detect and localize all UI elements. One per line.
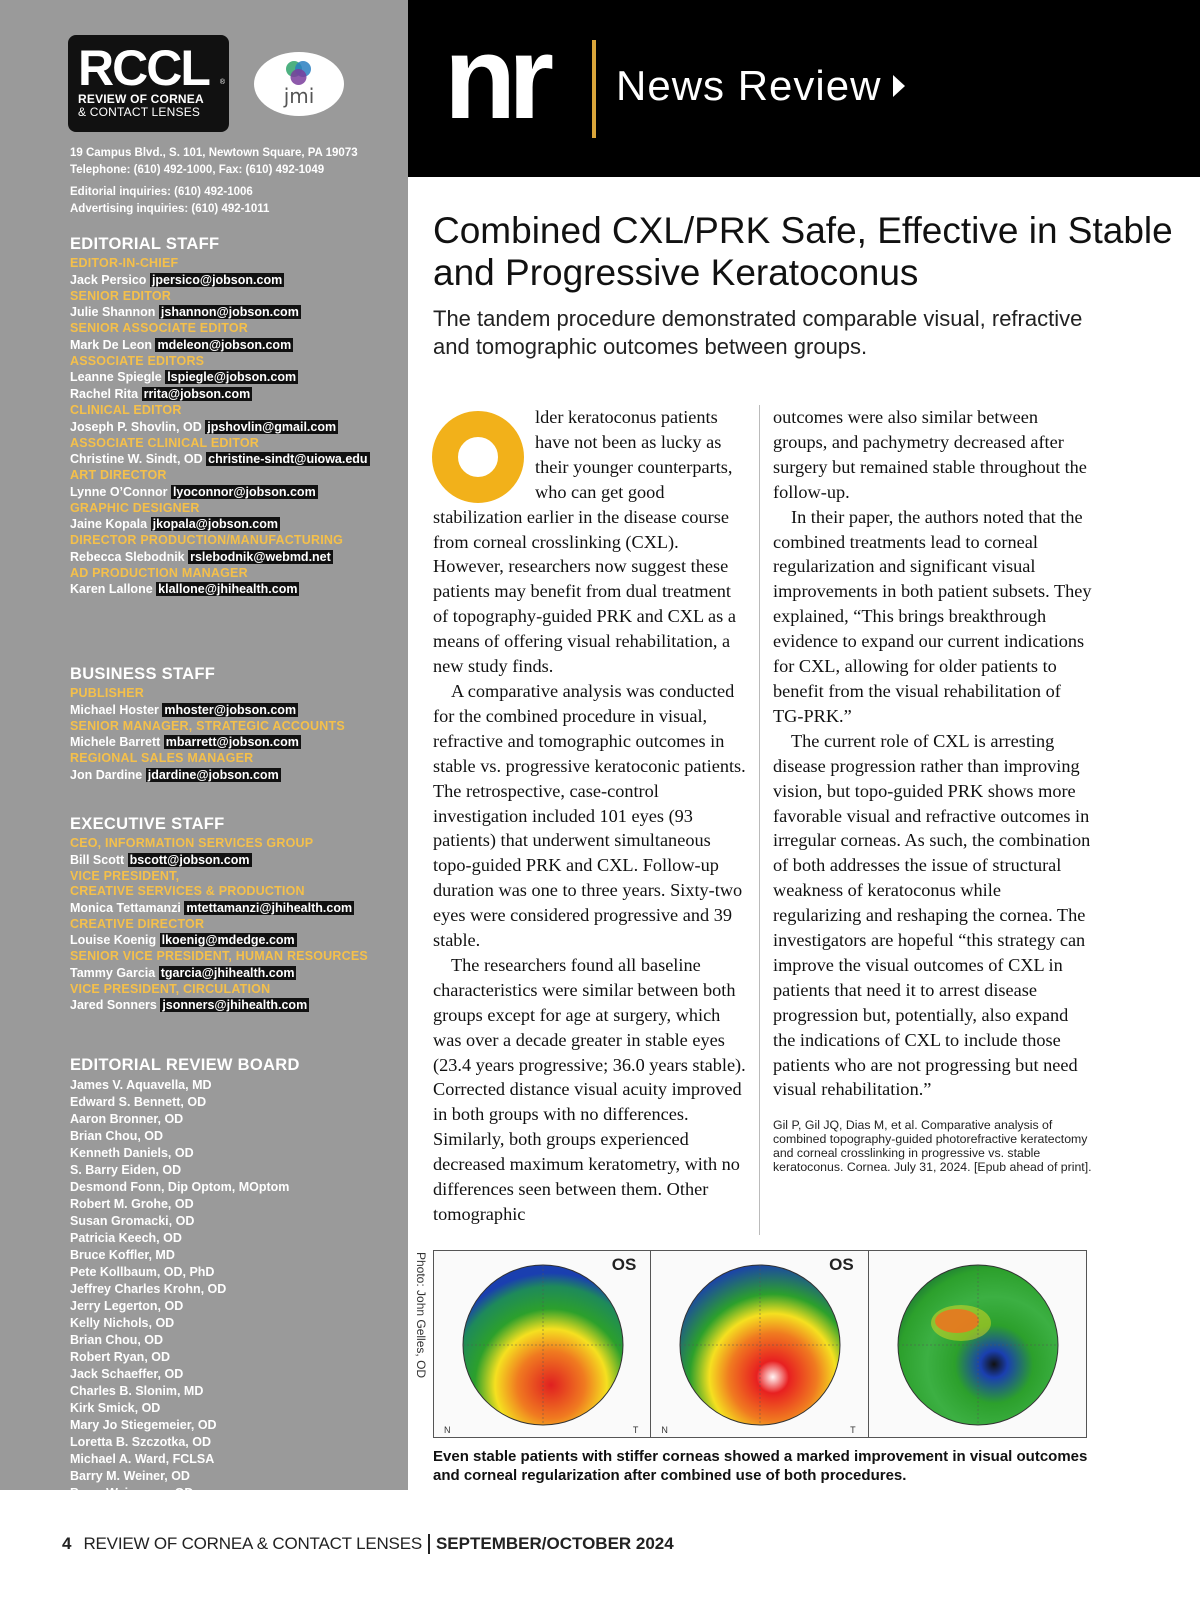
- staff-person: [70, 997, 400, 1014]
- staff-email: jpersico@jobson.com: [151, 272, 283, 287]
- logo-subtitle-2: & CONTACT LENSES: [78, 105, 201, 119]
- staff-name: Michael Hoster: [70, 702, 159, 717]
- staff-role: AD PRODUCTION MANAGER: [70, 565, 248, 580]
- staff-person: [70, 484, 400, 501]
- staff-email: mdeleon@jobson.com: [157, 337, 292, 352]
- editorial-review-board: [70, 1055, 400, 1502]
- column-rule: [759, 405, 760, 1235]
- staff-role: ASSOCIATE EDITORS: [70, 353, 205, 368]
- staff-name: Michele Barrett: [70, 735, 161, 749]
- board-member: S. Barry Eiden, OD: [70, 1163, 182, 1177]
- staff-email: klallone@jhihealth.com: [158, 582, 298, 596]
- board-member: Susan Gromacki, OD: [70, 1214, 195, 1228]
- board-member: Mary Jo Stiegemeier, OD: [70, 1418, 217, 1432]
- nasal-label: N: [444, 1425, 451, 1435]
- staff-name: Leanne Spiegle: [70, 370, 162, 384]
- article-deck: The tandem procedure demonstrated comparable visual, refractive and tomographic outcomes between groups.: [433, 306, 1083, 359]
- staff-name: Jack Persico: [70, 272, 147, 287]
- rccl-logo: [68, 35, 229, 132]
- issue-date: SEPTEMBER/OCTOBER 2024: [435, 1534, 674, 1553]
- staff-name: Louise Koenig: [70, 933, 157, 947]
- topography-map-3: [869, 1251, 1086, 1437]
- staff-name: Monica Tettamanzi: [70, 900, 181, 915]
- staff-role: ASSOCIATE CLINICAL EDITOR: [70, 435, 260, 450]
- address-line: 19 Campus Blvd., S. 101, Newtown Square, PA 19073: [70, 147, 358, 159]
- photo-credit: Photo: John Gelles, OD: [414, 1252, 428, 1379]
- board-member: Brian Chou, OD: [70, 1129, 164, 1143]
- staff-name: Christine W. Sindt, OD: [70, 452, 203, 466]
- board-heading: EDITORIAL REVIEW BOARD: [70, 1056, 300, 1074]
- registered-mark: ®: [219, 79, 225, 86]
- staff-role: SENIOR ASSOCIATE EDITOR: [70, 321, 249, 335]
- board-member: Jeffrey Charles Krohn, OD: [70, 1282, 227, 1296]
- staff-name: Jared Sonners: [70, 998, 157, 1012]
- staff-name: Jaine Kopala: [70, 517, 148, 531]
- board-member: Patricia Keech, OD: [70, 1231, 182, 1245]
- staff-name: Karen Lallone: [70, 582, 153, 596]
- board-member: Loretta B. Szczotka, OD: [70, 1435, 211, 1449]
- board-member: Pete Kollbaum, OD, PhD: [70, 1265, 215, 1279]
- advertising-inquiries: Advertising inquiries: (610) 492-1011: [70, 203, 270, 215]
- section-title: [616, 62, 905, 110]
- logo-wordmark: RCCL: [78, 40, 209, 96]
- executive-heading: EXECUTIVE STAFF: [70, 815, 225, 833]
- staff-person: [70, 549, 400, 566]
- staff-role: PUBLISHER: [70, 686, 145, 700]
- board-member: Kelly Nichols, OD: [70, 1316, 175, 1330]
- page-footer: [62, 1534, 674, 1554]
- board-member: Robert Ryan, OD: [70, 1350, 171, 1364]
- staff-email: jkopala@jobson.com: [152, 517, 279, 531]
- play-arrow-icon: [893, 75, 905, 97]
- section-header: [408, 0, 1200, 177]
- staff-person: [70, 451, 400, 468]
- staff-email: jshannon@jobson.com: [160, 305, 299, 319]
- temporal-label: T: [632, 1425, 639, 1435]
- paragraph: lder keratoconus patients have not been as lucky as their younger counterparts, who can get good stabilization earlier in the disease course from corneal crosslinking (CXL). However, researchers now suggest these patients may benefit from dual treatment of topography-guided PRK and CXL as a means of offering visual rehabilitation, a new study finds.: [433, 407, 736, 677]
- paragraph: A comparative analysis was conducted for the combined procedure in visual, refractive and tomographic outcomes in stable vs. progressive keratoconic patients. The retrospective, case-control investigation included 101 eyes (93 patients) that underwent simultaneous topo-guided PRK and CXL. Follow-up duration was one to three years. Sixty-two eyes were considered progressive and 39 stable.: [433, 680, 746, 951]
- staff-email: jsonners@jhihealth.com: [162, 998, 308, 1012]
- staff-email: tgarcia@jhihealth.com: [160, 965, 295, 980]
- staff-person: [70, 702, 400, 719]
- nr-logo: nr: [444, 12, 546, 144]
- figure-caption: Even stable patients with stiffer corneas showed a marked improvement in visual outcomes and corneal regularization after combined use of both procedures.: [433, 1448, 1088, 1484]
- staff-person: [70, 386, 400, 403]
- editorial-staff: [70, 234, 400, 598]
- topography-map-2: [651, 1251, 868, 1437]
- staff-person: [70, 369, 400, 386]
- article-headline: Combined CXL/PRK Safe, Effective in Stable and Progressive Keratoconus: [433, 210, 1173, 293]
- editorial-inquiries: Editorial inquiries: (610) 492-1006: [70, 186, 253, 198]
- staff-role: CLINICAL EDITOR: [70, 403, 182, 417]
- board-member: Edward S. Bennett, OD: [70, 1095, 207, 1109]
- phone-line: Telephone: (610) 492-1000, Fax: (610) 492-1049: [70, 164, 325, 176]
- staff-role: CREATIVE DIRECTOR: [70, 916, 205, 931]
- inquiries-block: [70, 184, 269, 218]
- staff-name: Lynne O’Connor: [70, 484, 168, 499]
- eye-label: OS: [611, 1255, 637, 1274]
- staff-role: GRAPHIC DESIGNER: [70, 500, 200, 515]
- board-member: Barry M. Weiner, OD: [70, 1469, 190, 1483]
- footer-separator: [428, 1534, 430, 1554]
- staff-email: mbarrett@jobson.com: [165, 735, 299, 749]
- staff-email: mhoster@jobson.com: [164, 702, 297, 717]
- topography-figure: [433, 1250, 1087, 1438]
- staff-person: [70, 304, 400, 321]
- masthead-sidebar: [0, 0, 408, 1500]
- eye-label: OS: [829, 1255, 854, 1274]
- staff-role: SENIOR EDITOR: [70, 288, 171, 303]
- staff-name: Rachel Rita: [70, 387, 139, 401]
- board-member: Michael A. Ward, FCLSA: [70, 1452, 215, 1466]
- board-member: Aaron Bronner, OD: [70, 1112, 184, 1126]
- staff-role: REGIONAL SALES MANAGER: [70, 751, 254, 765]
- topography-map-1: [434, 1251, 651, 1437]
- staff-role: DIRECTOR PRODUCTION/MANUFACTURING: [70, 533, 344, 547]
- board-member: Jerry Legerton, OD: [70, 1299, 184, 1313]
- staff-email: bscott@jobson.com: [129, 852, 250, 867]
- staff-person: [70, 337, 400, 354]
- staff-person: [70, 900, 400, 917]
- paragraph: The researchers found all baseline characteristics were similar between both groups except for age at surgery, which was over a decade greater in stable eyes (23.4 years progressive; 36.0 years stable). Corrected distance visual acuity improved in both groups with no differences. Similarly, both groups experienced decreased maximum keratometry, with no differences seen between them. Other tomographic: [433, 954, 746, 1224]
- paragraph: In their paper, the authors noted that the combined treatments lead to corneal regularization and significant visual improvements in both patient subsets. They explained, “This brings breakthrough evidence to expand our current indications for CXL, allowing for older patients to benefit from the visual rehabilitation of TG-PRK.”: [773, 506, 1092, 726]
- address-block: [70, 145, 358, 179]
- staff-person: [70, 272, 400, 289]
- staff-name: Rebecca Slebodnik: [70, 549, 185, 564]
- staff-email: rslebodnik@webmd.net: [190, 549, 331, 564]
- staff-role: ART DIRECTOR: [70, 468, 167, 482]
- staff-email: lspiegle@jobson.com: [167, 370, 297, 384]
- board-member: James V. Aquavella, MD: [70, 1078, 212, 1092]
- board-member: Bruce Koffler, MD: [70, 1248, 175, 1262]
- staff-email: christine-sindt@uiowa.edu: [208, 452, 368, 466]
- staff-name: Jon Dardine: [70, 767, 143, 782]
- staff-person: [70, 852, 400, 869]
- staff-person: [70, 516, 400, 533]
- executive-staff: [70, 814, 400, 1014]
- jmi-wordmark: jmi: [283, 84, 315, 108]
- editorial-heading: EDITORIAL STAFF: [70, 235, 220, 253]
- staff-person: [70, 965, 400, 982]
- drop-cap: [432, 411, 525, 504]
- staff-role: SENIOR MANAGER, STRATEGIC ACCOUNTS: [70, 718, 345, 733]
- staff-email: lkoenig@mdedge.com: [161, 933, 295, 947]
- staff-name: Bill Scott: [70, 852, 125, 867]
- section-title-text: News Review: [616, 62, 882, 109]
- staff-name: Julie Shannon: [70, 305, 156, 319]
- staff-role: CREATIVE SERVICES & PRODUCTION: [70, 884, 305, 898]
- board-member: Kenneth Daniels, OD: [70, 1146, 194, 1160]
- staff-email: mtettamanzi@jhihealth.com: [186, 900, 353, 915]
- staff-email: jpshovlin@gmail.com: [207, 419, 337, 434]
- board-member: Kirk Smick, OD: [70, 1401, 161, 1415]
- paragraph: The current role of CXL is arresting disease progression rather than improving vision, but topo-guided PRK shows more favorable visual and refractive outcomes in irregular corneas. As such, the combination of both addresses the issue of structural weakness of keratoconus while regularizing and reshaping the cornea. The investigators are hopeful “this strategy can improve the visual outcomes of CXL in patients that need it to arrest disease progression but, potentially, also expand the indications of CXL to include those patients who are not progressing but need visual rehabilitation.”: [773, 730, 1091, 1100]
- drop-cap-o-icon: [432, 411, 524, 503]
- staff-role: VICE PRESIDENT, CIRCULATION: [70, 981, 271, 996]
- nasal-label: N: [661, 1425, 668, 1435]
- logo-subtitle-1: REVIEW OF CORNEA: [78, 92, 204, 106]
- page-number: 4: [62, 1534, 72, 1553]
- staff-email: lyoconnor@jobson.com: [172, 484, 316, 499]
- staff-role: SENIOR VICE PRESIDENT, HUMAN RESOURCES: [70, 949, 368, 963]
- staff-role: VICE PRESIDENT,: [70, 868, 180, 883]
- board-member: Charles B. Slonim, MD: [70, 1384, 204, 1398]
- paragraph: outcomes were also similar between groups, and pachymetry decreased after surgery but remained stable throughout the follow-up.: [773, 407, 1087, 502]
- jmi-logo: [254, 52, 344, 116]
- publication-name: REVIEW OF CORNEA & CONTACT LENSES: [83, 1534, 422, 1553]
- staff-role: CEO, INFORMATION SERVICES GROUP: [70, 836, 314, 850]
- board-list: [70, 1077, 400, 1502]
- staff-email: jdardine@jobson.com: [147, 767, 279, 782]
- business-staff: [70, 664, 400, 784]
- board-member: Jack Schaeffer, OD: [70, 1367, 184, 1381]
- temporal-label: T: [850, 1425, 856, 1435]
- staff-email: rrita@jobson.com: [143, 387, 251, 401]
- board-member: Barry Weissman, OD: [70, 1486, 194, 1500]
- board-member: Robert M. Grohe, OD: [70, 1197, 194, 1211]
- staff-person: [70, 581, 400, 598]
- staff-role: EDITOR-IN-CHIEF: [70, 256, 179, 270]
- business-heading: BUSINESS STAFF: [70, 665, 216, 683]
- article-column-1: [433, 405, 748, 1227]
- staff-name: Joseph P. Shovlin, OD: [70, 419, 202, 434]
- board-member: Desmond Fonn, Dip Optom, MOptom: [70, 1180, 290, 1194]
- staff-person: [70, 419, 400, 436]
- article-column-2: [773, 405, 1093, 1174]
- staff-person: [70, 734, 400, 751]
- staff-person: [70, 767, 400, 784]
- staff-name: Tammy Garcia: [70, 965, 156, 980]
- staff-person: [70, 932, 400, 949]
- divider: [592, 40, 596, 138]
- board-member: Brian Chou, OD: [70, 1333, 164, 1347]
- citation: Gil P, Gil JQ, Dias M, et al. Comparative analysis of combined topography-guided photorefractive keratectomy and corneal crosslinking in progressive vs. stable keratoconus. Cornea. July 31, 2024. [Epub ahead of print].: [773, 1118, 1092, 1175]
- staff-name: Mark De Leon: [70, 337, 152, 352]
